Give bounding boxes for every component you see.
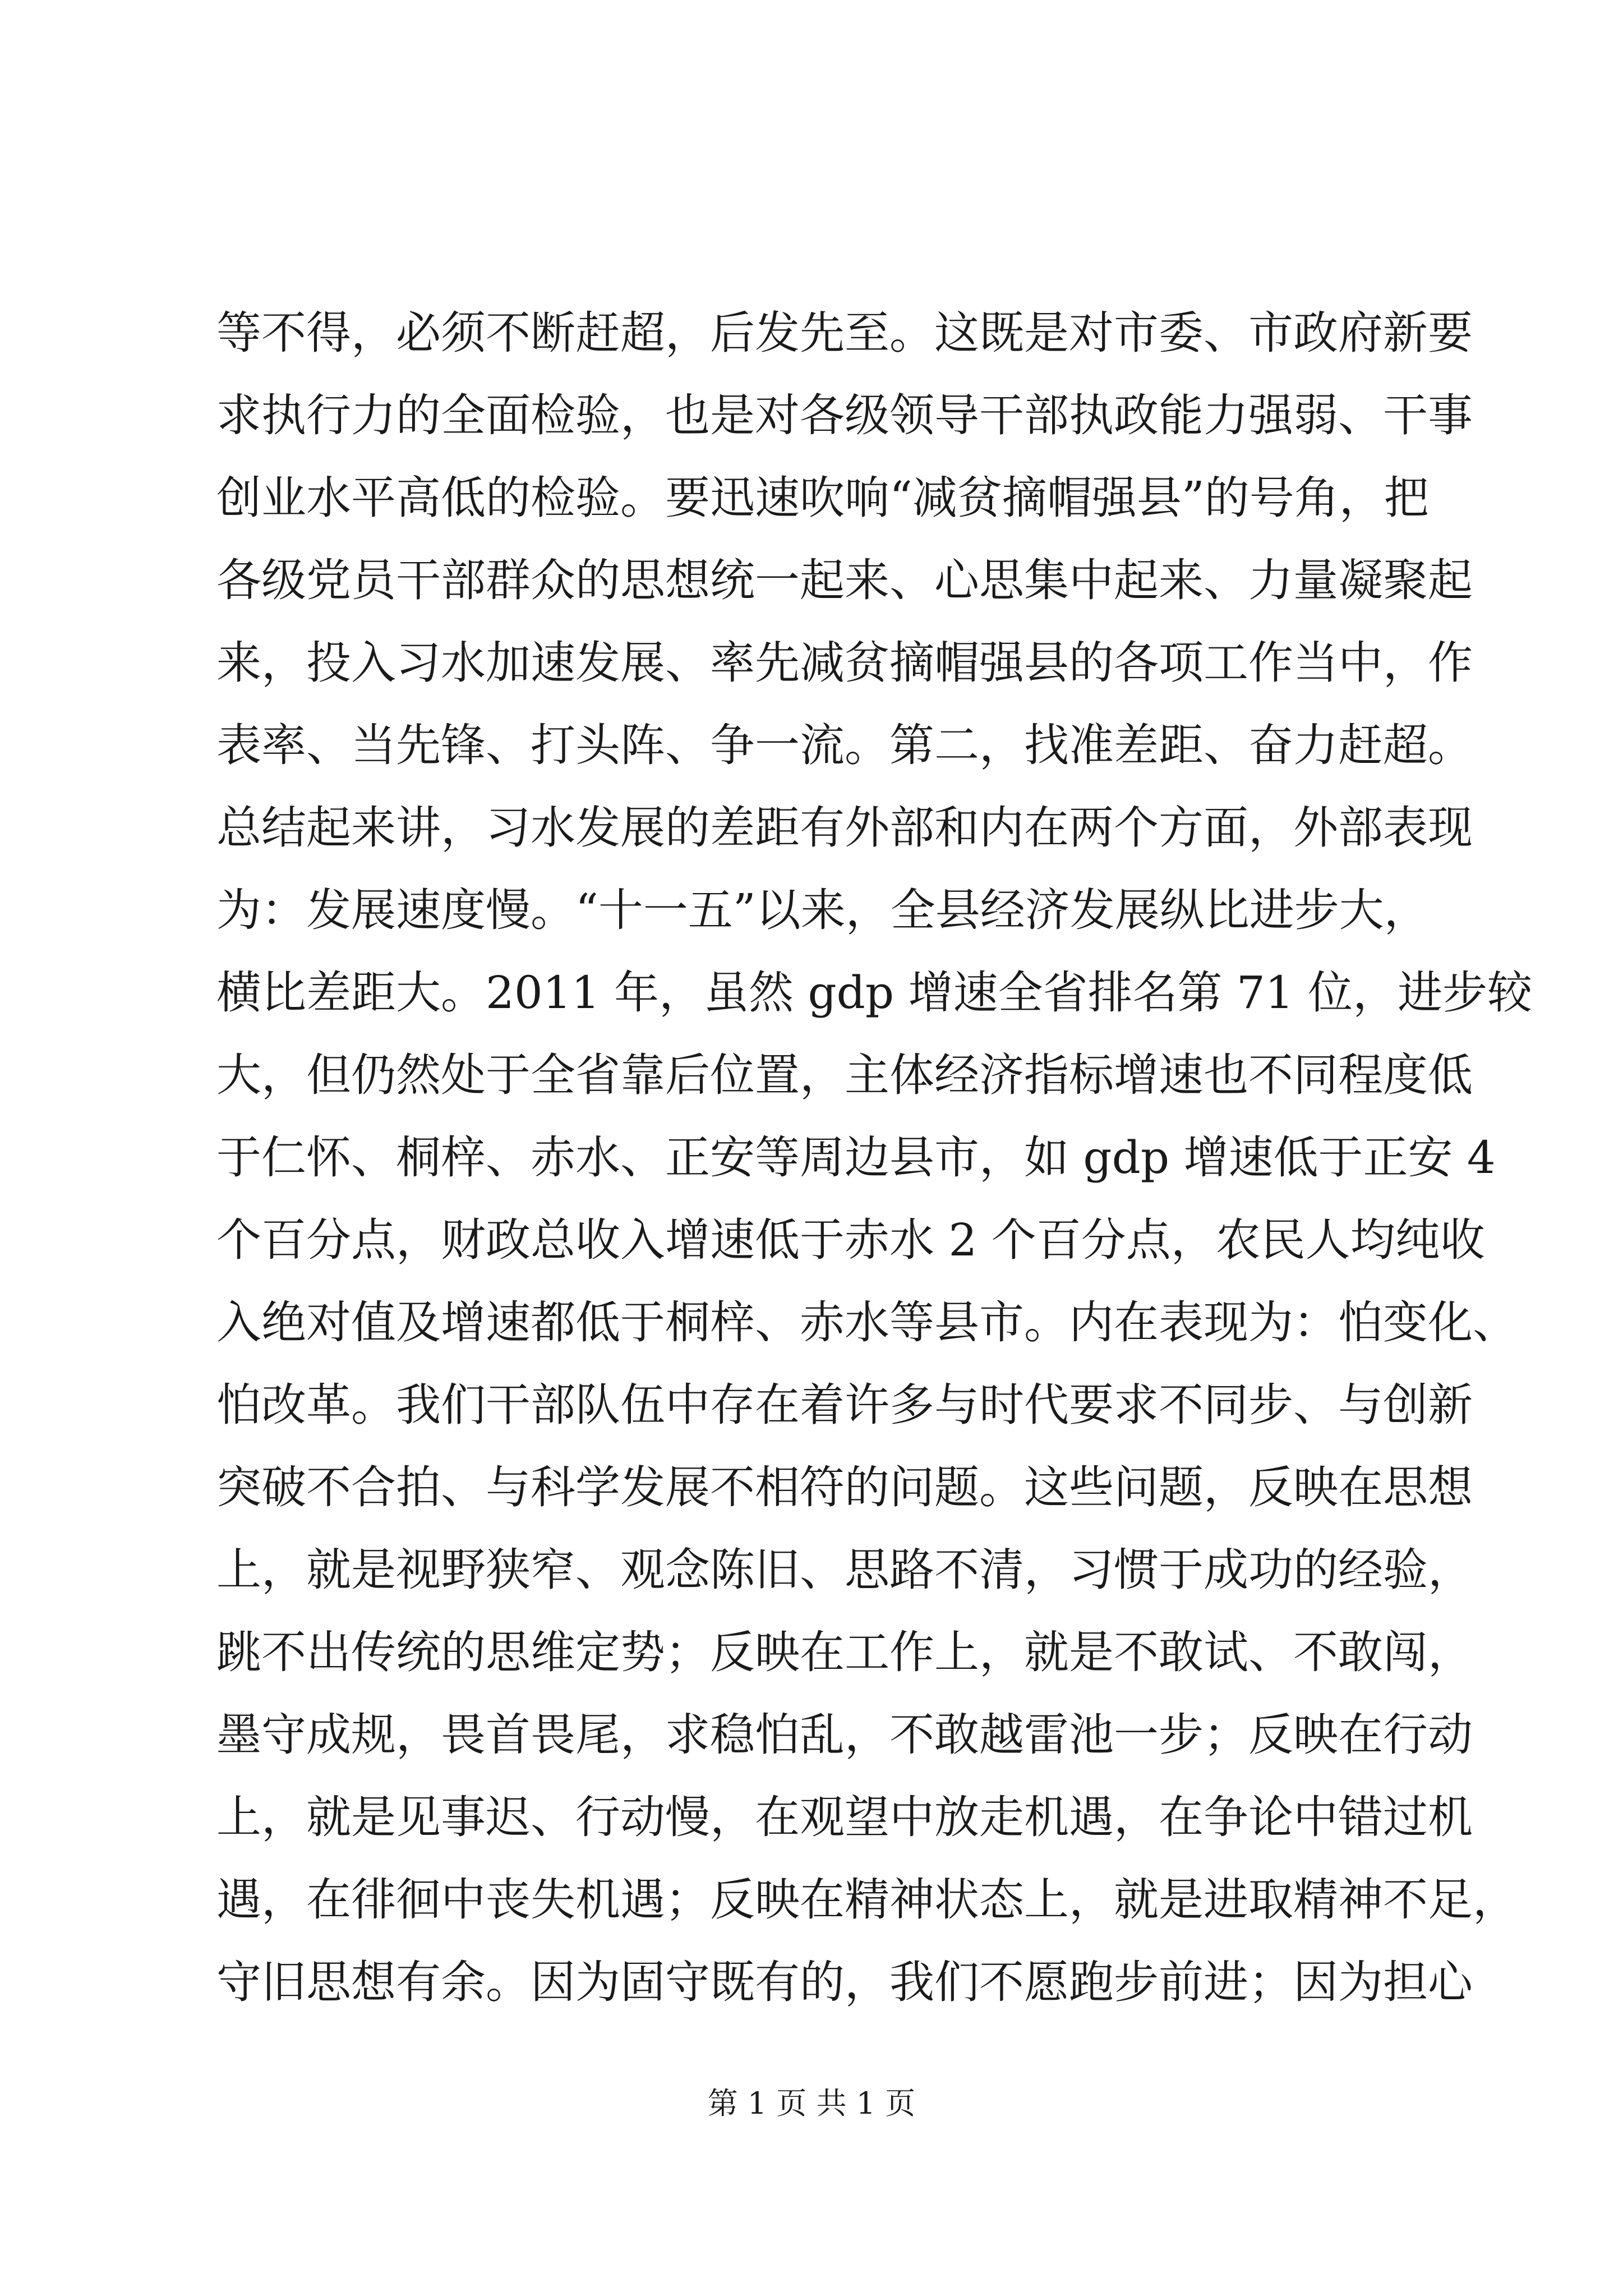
text-line: 总结起来讲，习水发展的差距有外部和内在两个方面，外部表现	[216, 802, 1473, 854]
text-line: 求执行力的全面检验，也是对各级领导干部执政能力强弱、干事	[216, 389, 1473, 441]
text-line: 大，但仍然处于全省靠后位置，主体经济指标增速也不同程度低	[216, 1049, 1473, 1101]
body-text	[216, 292, 1533, 2023]
text-line: 创业水平高低的检验。要迅速吹响“减贫摘帽强县”的号角，把	[216, 472, 1429, 524]
text-line: 墨守成规，畏首畏尾，求稳怕乱，不敢越雷池一步；反映在行动	[216, 1709, 1473, 1761]
text-line: 上，就是视野狭窄、观念陈旧、思路不清，习惯于成功的经验，	[216, 1544, 1473, 1596]
text-line: 跳不出传统的思维定势；反映在工作上，就是不敢试、不敢闯，	[216, 1626, 1473, 1678]
text-line: 来，投入习水加速发展、率先减贫摘帽强县的各项工作当中，作	[216, 637, 1473, 689]
text-line: 横比差距大。2011 年，虽然 gdp 增速全省排名第 71 位，进步较	[216, 967, 1533, 1019]
text-line: 各级党员干部群众的思想统一起来、心思集中起来、力量凝聚起	[216, 554, 1473, 606]
text-line: 入绝对值及增速都低于桐梓、赤水等县市。内在表现为：怕变化、	[216, 1296, 1518, 1349]
text-line: 守旧思想有余。因为固守既有的，我们不愿跑步前进；因为担心	[216, 1956, 1473, 2008]
text-line: 个百分点，财政总收入增速低于赤水 2 个百分点，农民人均纯收	[216, 1214, 1485, 1266]
text-line: 怕改革。我们干部队伍中存在着许多与时代要求不同步、与创新	[216, 1379, 1473, 1431]
text-line: 为：发展速度慢。“十一五”以来，全县经济发展纵比进步大，	[216, 884, 1429, 936]
page-footer: 第 1 页 共 1 页	[707, 2086, 916, 2121]
text-line: 等不得，必须不断赶超，后发先至。这既是对市委、市政府新要	[216, 307, 1473, 359]
text-line: 突破不合拍、与科学发展不相符的问题。这些问题，反映在思想	[216, 1461, 1473, 1513]
text-line: 上，就是见事迟、行动慢，在观望中放走机遇，在争论中错过机	[216, 1791, 1473, 1843]
text-line: 于仁怀、桐梓、赤水、正安等周边县市，如 gdp 增速低于正安 4	[216, 1131, 1496, 1184]
text-line: 遇，在徘徊中丧失机遇；反映在精神状态上，就是进取精神不足，	[216, 1874, 1518, 1926]
text-line: 表率、当先锋、打头阵、争一流。第二，找准差距、奋力赶超。	[216, 719, 1473, 771]
